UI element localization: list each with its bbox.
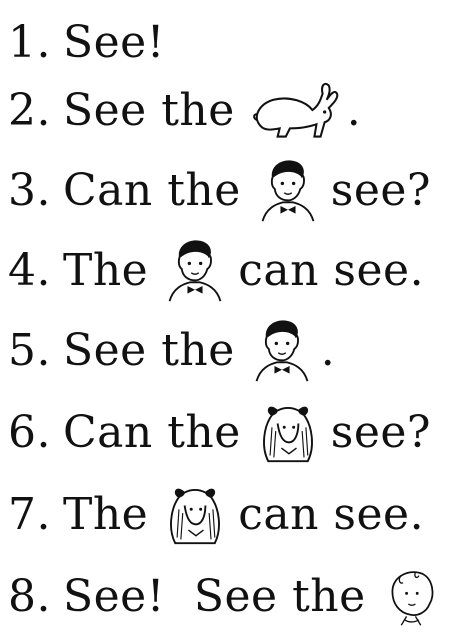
line-text: The	[62, 244, 149, 296]
line-number: 1.	[8, 16, 51, 68]
line-number: 6.	[8, 406, 51, 458]
boy-icon	[255, 155, 321, 225]
line-ending: see?	[330, 406, 432, 458]
boy-icon	[162, 235, 228, 305]
rabbit-icon	[249, 79, 341, 141]
line-text: See the	[62, 84, 235, 136]
line-text: See the	[62, 324, 235, 376]
girl-icon	[162, 479, 228, 549]
line-ending: can see.	[238, 244, 425, 296]
sentence-line-3	[8, 152, 431, 228]
line-ending: see?	[330, 164, 432, 216]
sentence-line-4	[8, 232, 424, 308]
line-number: 8.	[8, 570, 51, 622]
line-text: Can the	[62, 164, 241, 216]
line-text: See!	[62, 16, 165, 68]
line-ending: .	[346, 84, 362, 136]
line-number: 2.	[8, 84, 51, 136]
line-number: 7.	[8, 488, 51, 540]
line-text: See! See the	[62, 570, 366, 622]
sentence-line-5	[8, 312, 335, 388]
boy-icon	[249, 315, 315, 385]
line-ending: can see.	[238, 488, 425, 540]
line-number: 5.	[8, 324, 51, 376]
sentence-line-7	[8, 476, 424, 552]
line-text: The	[62, 488, 149, 540]
baby-icon	[380, 561, 442, 631]
sentence-line-8	[8, 558, 451, 634]
line-text: Can the	[62, 406, 241, 458]
line-ending: .	[320, 324, 336, 376]
line-number: 3.	[8, 164, 51, 216]
girl-icon	[255, 397, 321, 467]
line-number: 4.	[8, 244, 51, 296]
sentence-line-1	[8, 4, 165, 80]
sentence-line-2	[8, 72, 361, 148]
sentence-line-6	[8, 394, 431, 470]
